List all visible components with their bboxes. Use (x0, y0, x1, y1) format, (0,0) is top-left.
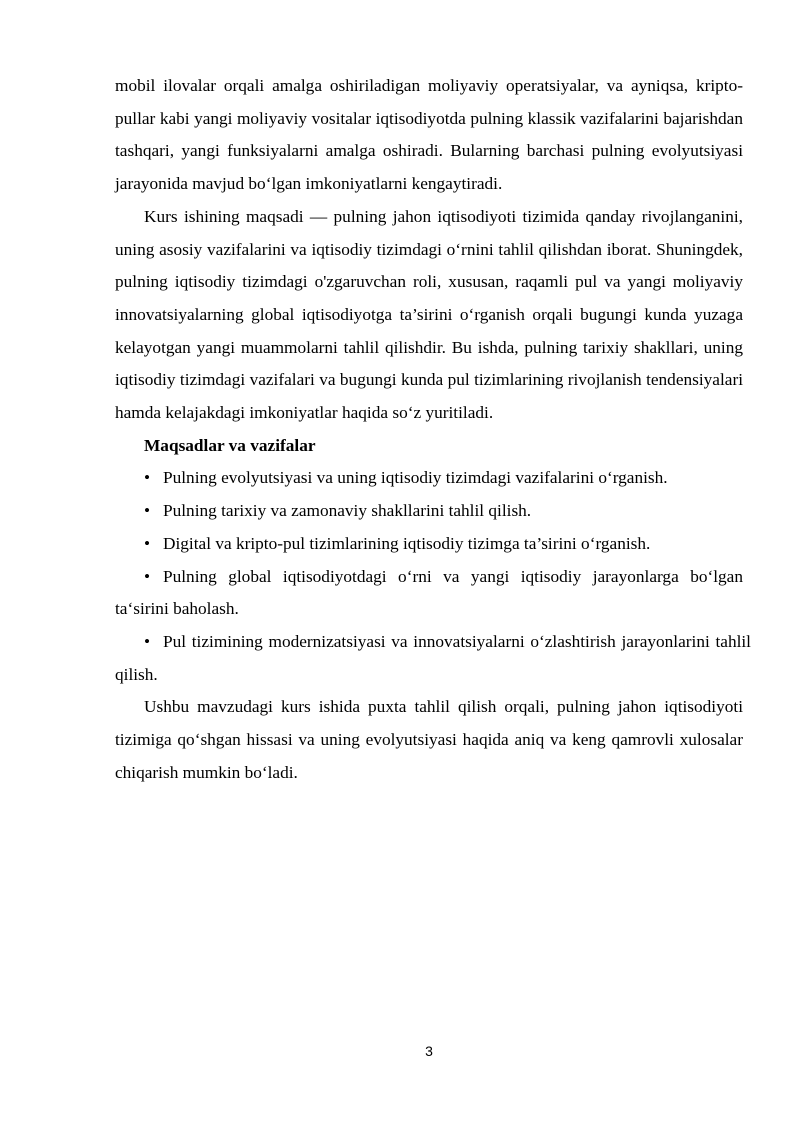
page-body (115, 70, 751, 789)
section-heading: Maqsadlar va vazifalar (144, 435, 316, 455)
bullet-dot-icon: • (144, 468, 151, 488)
page-number: 3 (425, 1043, 433, 1059)
bullet-item (115, 528, 743, 561)
bullet-text: Pul tizimining modernizatsiyasi va innovatsiyalarni o‘zlashtirish jarayonlarini tahlil qilish. (115, 631, 751, 684)
bullet-item (115, 626, 751, 691)
bullet-dot-icon: • (144, 631, 151, 651)
bullet-item (115, 495, 743, 528)
goal-paragraph: Kurs ishining maqsadi — pulning jahon iqtisodiyoti tizimida qanday rivojlanganini, uning asosiy vazifalarini va iqtisodiy tizimdagi o‘rnini tahlil qilishdan iborat. Shuningdek, pulning iqtisodiy tizimdagi o'zgaruvchan roli, xususan, raqamli pul va yangi moliyaviy innovatsiyalarning global iqtisodiyotga ta’sirini o‘rganish orqali bugungi kunda yuzaga kelayotgan yangi muammolarni tahlil qilishdir. Bu ishda, pulning tarixiy shakllari, uning iqtisodiy tizimdagi vazifalari va bugungi kunda pul tizimlarining rivojlanish tendensiyalari hamda kelajakdagi imkoniyatlar haqida so‘z yuritiladi. (115, 206, 743, 423)
intro-paragraph: mobil ilovalar orqali amalga oshiriladigan moliyaviy operatsiyalar, va ayniqsa, kripto-pullar kabi yangi moliyaviy vositalar iqtisodiyotda pulning klassik vazifalarini bajarishdan tashqari, yangi funksiyalarni amalga oshiradi. Bularning barchasi pulning evolyutsiyasi jarayonida mavjud bo‘lgan imkoniyatlarni kengaytiradi. (115, 76, 743, 194)
bullet-text: Pulning tarixiy va zamonaviy shakllarini tahlil qilish. (163, 501, 532, 521)
conclusion-paragraph: Ushbu mavzudagi kurs ishida puxta tahlil qilish orqali, pulning jahon iqtisodiyoti tizimiga qo‘shgan hissasi va uning evolyutsiyasi haqida aniq va keng qamrovli xulosalar chiqarish mumkin bo‘ladi. (115, 697, 743, 782)
bullet-item (115, 561, 743, 626)
bullet-text: Pulning global iqtisodiyotdagi o‘rni va yangi iqtisodiy jarayonlarga bo‘lgan ta‘sirini baholash. (115, 566, 743, 619)
bullet-dot-icon: • (144, 533, 151, 553)
bullet-item (115, 462, 743, 495)
bullet-text: Digital va kripto-pul tizimlarining iqtisodiy tizimga ta’sirini o‘rganish. (163, 533, 651, 553)
bullet-dot-icon: • (144, 501, 151, 521)
bullet-dot-icon: • (144, 566, 151, 586)
bullet-text: Pulning evolyutsiyasi va uning iqtisodiy tizimdagi vazifalarini o‘rganish. (163, 468, 668, 488)
